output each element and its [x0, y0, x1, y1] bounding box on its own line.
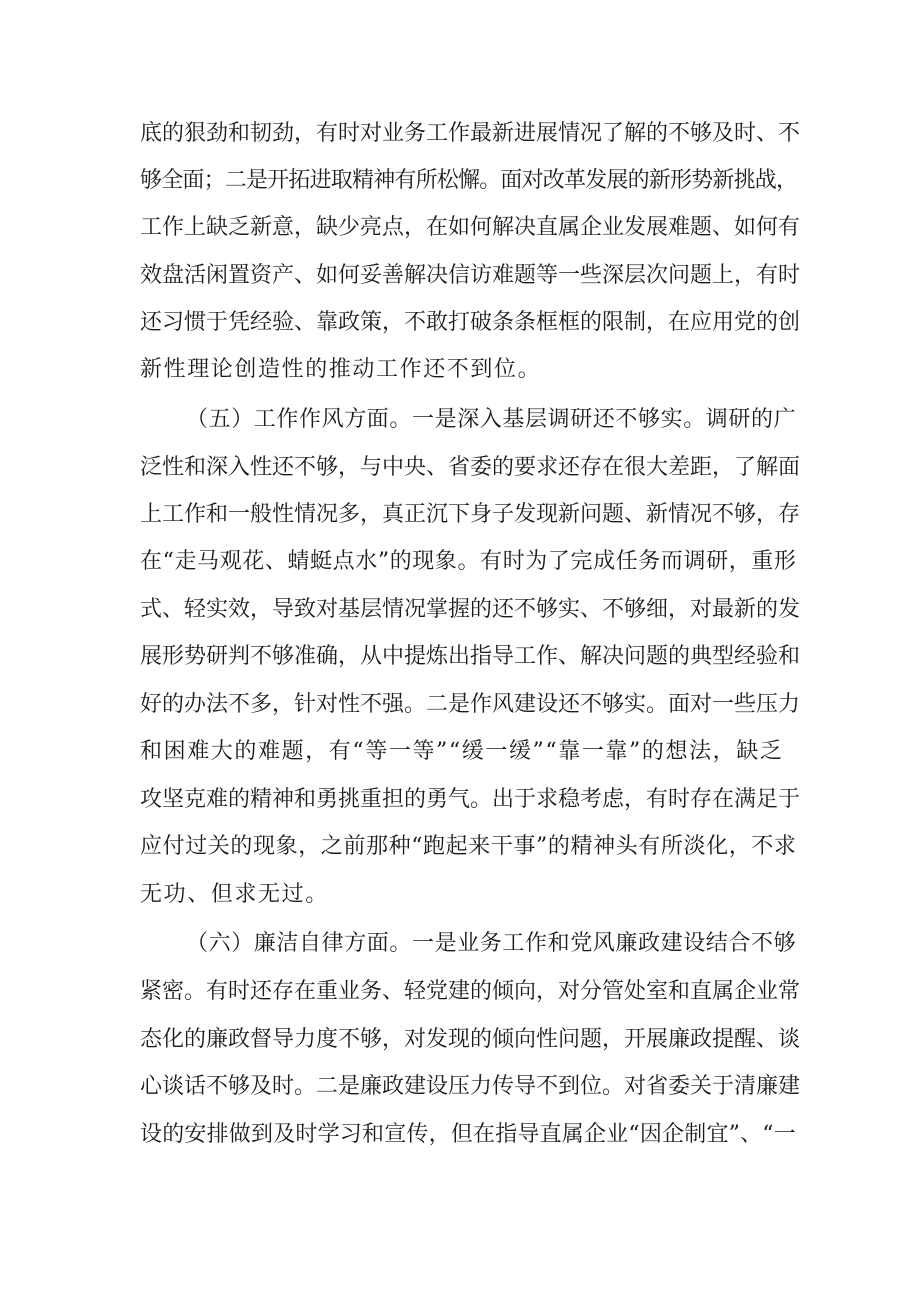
- text-line: 够全面；二是开拓进取精神有所松懈。面对改革发展的新形势新挑战，: [140, 168, 798, 193]
- text-line: 效盘活闲置资产、如何妥善解决信访难题等一些深层次问题上，有时: [140, 263, 801, 288]
- text-line: 式、轻实效，导致对基层情况掌握的还不够实、不够细，对最新的发: [140, 597, 801, 622]
- text-line: 应付过关的现象，之前那种“跑起来干事”的精神头有所淡化，不求: [140, 834, 797, 859]
- text-line: 设的安排做到及时学习和宣传，但在指导直属企业“因企制宜”、“一: [140, 1122, 796, 1147]
- text-line: 泛性和深入性还不够，与中央、省委的要求还存在很大差距，了解面: [140, 455, 801, 480]
- section-six-heading-line: （六）廉洁自律方面。一是业务工作和党风廉政建设结合不够: [186, 931, 797, 956]
- text-line: 新性理论创造性的推动工作还不到位。: [140, 357, 542, 382]
- text-line: 底的狠劲和韧劲，有时对业务工作最新进展情况了解的不够及时、不: [140, 121, 801, 146]
- text-line: 攻坚克难的精神和勇挑重担的勇气。出于求稳考虑，有时存在满足于: [140, 787, 801, 812]
- text-line: 工作上缺乏新意，缺少亮点，在如何解决直属企业发展难题、如何有: [140, 215, 801, 240]
- text-line: 无功、但求无过。: [140, 882, 329, 907]
- text-line: 好的办法不多，针对性不强。二是作风建设还不够实。面对一些压力: [140, 692, 801, 717]
- text-line: 心谈话不够及时。二是廉政建设压力传导不到位。对省委关于清廉建: [140, 1074, 801, 1099]
- text-line: 上工作和一般性情况多，真正沉下身子发现新问题、新情况不够，存: [140, 502, 801, 527]
- text-line: 展形势研判不够准确，从中提炼出指导工作、解决问题的典型经验和: [140, 644, 801, 669]
- text-line: 和困难大的难题，有“等一等”“缓一缓”“靠一靠”的想法，缺乏: [140, 739, 784, 764]
- text-line: 还习惯于凭经验、靠政策，不敢打破条条框框的限制，在应用党的创: [140, 310, 801, 335]
- text-line: 在“走马观花、蜻蜓点水”的现象。有时为了完成任务而调研，重形: [140, 549, 797, 574]
- text-line: 紧密。有时还存在重业务、轻党建的倾向，对分管处室和直属企业常: [140, 979, 801, 1004]
- section-five-heading-line: （五）工作作风方面。一是深入基层调研还不够实。调研的广: [186, 407, 797, 432]
- text-line: 态化的廉政督导力度不够，对发现的倾向性问题，开展廉政提醒、谈: [140, 1027, 801, 1052]
